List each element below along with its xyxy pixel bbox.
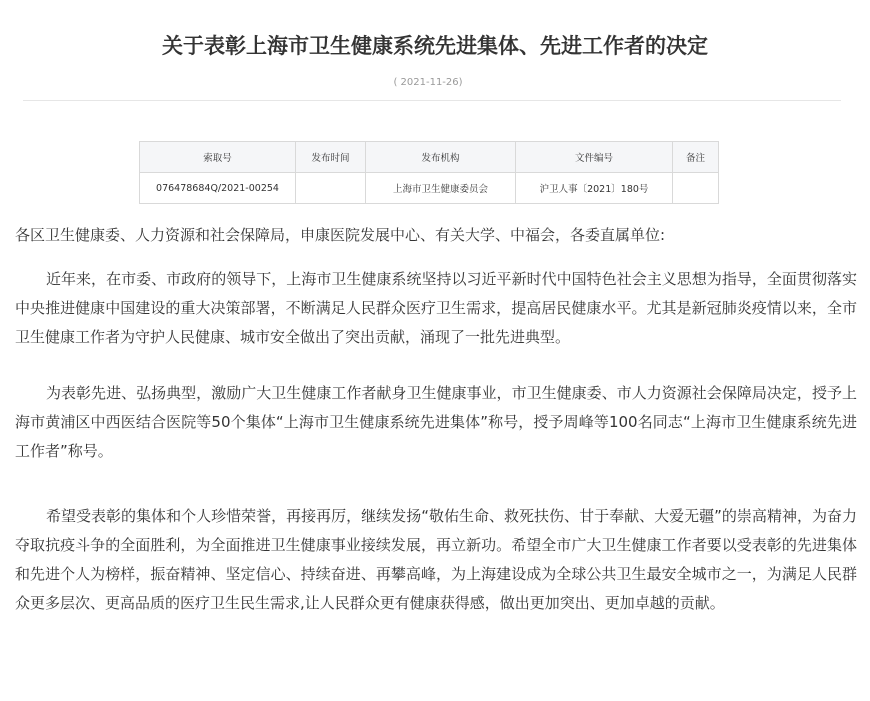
meta-header-remarks: 备注 <box>673 142 719 173</box>
publish-date: ( 2021-11-26) <box>393 77 463 88</box>
meta-value-document-no: 沪卫人事〔2021〕180号 <box>516 173 673 204</box>
title-divider <box>23 100 841 101</box>
meta-header-document-no: 文件编号 <box>516 142 673 173</box>
meta-header-publisher: 发布机构 <box>366 142 516 173</box>
meta-value-remarks <box>673 173 719 204</box>
meta-header-index-no: 索取号 <box>140 142 296 173</box>
meta-table-header-row <box>140 142 719 173</box>
meta-value-index-no: 076478684Q/2021-00254 <box>140 173 296 204</box>
body-paragraph: 近年来，在市委、市政府的领导下，上海市卫生健康系统坚持以习近平新时代中国特色社会主义思想为指导，全面贯彻落实中央推进健康中国建设的重大决策部署，不断满足人民群众医疗卫生需求，提高居民健康水平。尤其是新冠肺炎疫情以来，全市卫生健康工作者为守护人民健康、城市安全做出了突出贡献，涌现了一批先进典型。 <box>15 270 857 346</box>
meta-value-publish-time <box>296 173 366 204</box>
document-meta-table <box>139 141 719 204</box>
body-paragraph: 希望受表彰的集体和个人珍惜荣誉，再接再厉，继续发扬“敬佑生命、救死扶伤、甘于奉献、大爱无疆”的崇高精神，为奋力夺取抗疫斗争的全面胜利，为全面推进卫生健康事业接续发展，再立新功。希望全市广大卫生健康工作者要以受表彰的先进集体和先进个人为榜样，振奋精神、坚定信心、持续奋进、再攀高峰，为上海建设成为全球公共卫生最安全城市之一，为满足人民群众更多层次、更高品质的医疗卫生民生需求,让人民群众更有健康获得感，做出更加突出、更加卓越的贡献。 <box>15 507 857 612</box>
meta-header-publish-time: 发布时间 <box>296 142 366 173</box>
meta-table-value-row <box>140 173 719 204</box>
body-paragraph: 为表彰先进、弘扬典型，激励广大卫生健康工作者献身卫生健康事业，市卫生健康委、市人力资源社会保障局决定，授予上海市黄浦区中西医结合医院等50个集体“上海市卫生健康系统先进集体”称号，授予周峰等100名同志“上海市卫生健康系统先进工作者”称号。 <box>15 384 857 460</box>
page-title: 关于表彰上海市卫生健康系统先进集体、先进工作者的决定 <box>162 34 708 58</box>
meta-value-publisher: 上海市卫生健康委员会 <box>366 173 516 204</box>
salutation-line: 各区卫生健康委、人力资源和社会保障局，申康医院发展中心、有关大学、中福会，各委直属单位: <box>15 226 666 244</box>
